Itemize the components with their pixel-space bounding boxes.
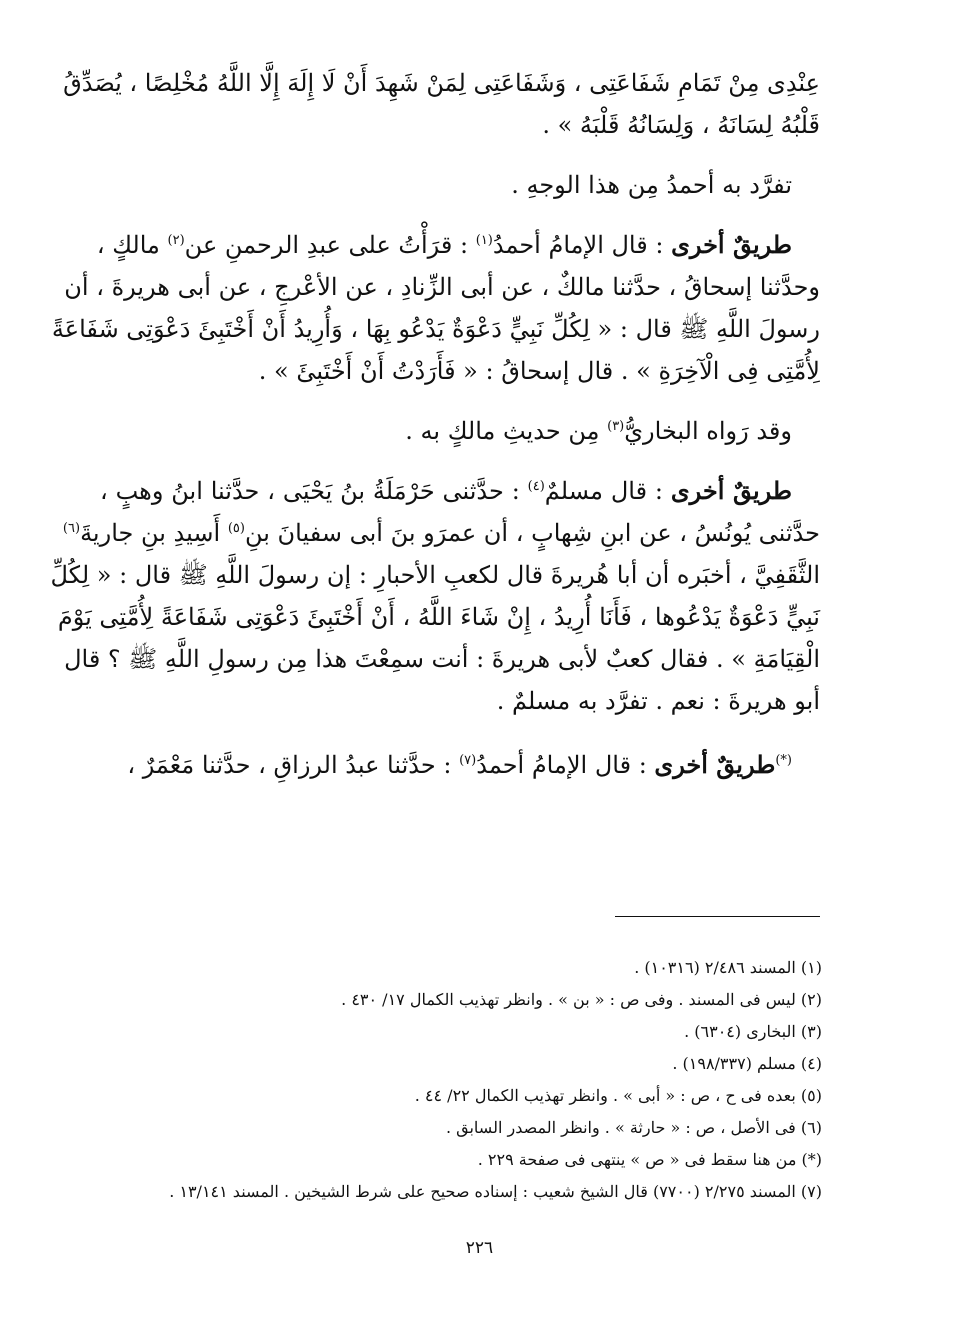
text-line: الْقِيَامَةِ » . فقال كعبٌ لأبى هريرةَ : أنت سمِعْتَ هذا مِن رسولِ اللَّهِ ﷺ ؟ قال xyxy=(64,645,820,673)
footnote: (٢) ليس فى المسند . وفى ص : « بن » . وانظر تهذيب الكمال ١٧/ ٤٣٠ . xyxy=(341,990,822,1009)
footnote-ref: (٥) xyxy=(227,521,245,536)
text-line: وقد رَواه البخاريُّ$^{(٣)}$ مِن حديثِ مالكٍ به . xyxy=(405,417,792,445)
text-line: (*)طريقٌ أخرى : قال الإمامُ أحمدُ$^{(٧)}$ : حدَّثنا عبدُ الرزاقِ ، حدَّثنا مَعْمَرٌ ، xyxy=(127,750,792,779)
footnote-ref: (٤) xyxy=(527,479,545,494)
footnote-ref: (١) xyxy=(475,233,493,248)
footnote-divider xyxy=(615,916,820,917)
text-line: نَبِيٍّ دَعْوَةٌ يَدْعُوها ، فَأَنَا أُرِيدُ ، إِنْ شَاءَ اللَّهُ ، أَنْ أَخْتَبِئَ دَعْوَتِى شَفَاعَةً لِأُمَّتِى يَوْمَ xyxy=(57,603,820,631)
footnote: (٥) بعده فى ح ، ص : « أبى » . وانظر تهذيب الكمال ٢٢/ ٤٤ . xyxy=(414,1086,822,1105)
text-line: الثَّقَفِيَّ ، أخبَره أن أبا هُريرةَ قال لكعبِ الأحبارِ : إن رسولَ اللَّهِ ﷺ قال : « لِكُلِّ xyxy=(50,561,820,589)
section-heading: طريقٌ أخرى xyxy=(654,750,776,779)
footnote: (*) من هنا سقط فى « ص » ينتهى فى صفحة ٢٢٩ . xyxy=(477,1150,822,1169)
section-heading: طريقٌ أخرى xyxy=(670,476,792,505)
footnote-ref: (٢) xyxy=(167,233,185,248)
text-line: طريقٌ أخرى : قال مسلمٌ$^{(٤)}$ : حدَّثنى حَرْمَلَةُ بنُ يَحْيَى ، حدَّثنا ابنُ وهبٍ ، xyxy=(100,476,792,505)
footnote: (٣) البخارى (٦٣٠٤) . xyxy=(684,1022,822,1041)
footnote: (١) المسند ٢/٤٨٦ (١٠٣١٦) . xyxy=(634,958,822,977)
section-heading: طريقٌ أخرى xyxy=(671,230,792,259)
text-line: تفرَّد به أحمدُ مِن هذا الوجهِ . xyxy=(511,171,792,199)
main-text xyxy=(50,62,820,786)
text-line: طريقٌ أخرى : قال الإمامُ أحمدُ$^{(١)}$ : قرَأْتُ على عبدِ الرحمنِ عن$^{(٢)}$ مالكٍ ، xyxy=(96,230,792,259)
footnotes xyxy=(100,952,822,1208)
text-line: حدَّثنى يُونُسُ ، عن ابنِ شِهابٍ ، أن عمرَو بنَ أبى سفيانَ بنِ$^{(٥)}$ أَسِيدِ بنِ جاريةَ$^{(٦)}$ xyxy=(62,519,820,547)
footnote-ref: (٧) xyxy=(459,753,477,768)
text-line: أبو هريرةَ : نعم . تفرَّد به مسلمٌ . xyxy=(496,687,820,715)
text-line: قَلْبُهُ لِسَانَهُ ، وَلِسَانُهُ قَلْبَهُ » . xyxy=(542,111,820,139)
text-line: وحدَّثنا إسحاقُ ، حدَّثنا مالكٌ ، عن أبى الزِّنادِ ، عن الأعْرجِ ، عن أبى هريرةَ ، أن xyxy=(64,273,820,301)
footnote: (٦) فى الأصل ، ص : « حارثة » . وانظر المصدر السابق . xyxy=(445,1118,822,1137)
text-line: رسولَ اللَّهِ ﷺ قال : « لِكُلِّ نَبِيٍّ دَعْوَةٌ يَدْعُو بِهَا ، وَأُرِيدُ أَنْ أَخْتَبِئَ دَعْوَتِى شَفَاعَةً xyxy=(51,315,820,343)
footnote-ref: (٦) xyxy=(62,521,81,536)
page-number: ٢٢٦ xyxy=(465,1238,494,1258)
text-line: لِأُمَّتِى فِى الْآخِرَةِ » . قال إسحاقُ : « فَأَرَدْتُ أَنْ أَخْتَبِئَ » . xyxy=(258,357,820,385)
footnote: (٤) مسلم (١٩٨/٣٣٧) . xyxy=(672,1054,822,1073)
footnote-ref: (*) xyxy=(775,753,792,768)
text-line: عِنْدِى مِنْ تَمَامِ شَفَاعَتِى ، وَشَفَاعَتِى لِمَنْ شَهِدَ أَنْ لَا إِلَهَ إِلَّا اللَّهُ مُخْلِصًا ، يُصَدِّقُ xyxy=(63,69,820,97)
footnote: (٧) المسند ٢/٢٧٥ (٧٧٠٠) قال الشيخ شعيب : إسناده صحيح على شرط الشيخين . المسند ١٣/١٤١ . xyxy=(169,1182,822,1201)
footnote-ref: (٣) xyxy=(607,419,625,434)
